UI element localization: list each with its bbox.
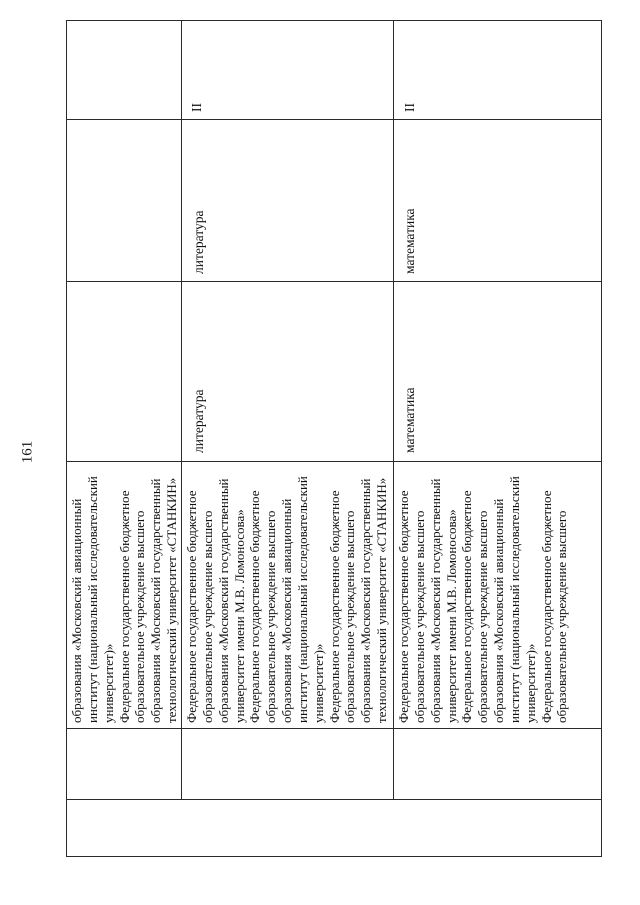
column-divider-2 bbox=[66, 728, 602, 729]
row-2-org-line: образования «Московский государственный bbox=[358, 478, 374, 723]
row-3-org-line: университет имени М.В. Ломоносова» bbox=[443, 509, 459, 723]
row-divider-1 bbox=[181, 20, 182, 800]
row-2-org-line: образовательное учреждение высшего bbox=[342, 510, 358, 723]
row-2-org-line: университет имени М.В. Ломоносова» bbox=[231, 509, 247, 723]
row-2-org-line: образования «Московский авиационный bbox=[279, 498, 295, 723]
row-2-org-line: Федеральное государственное бюджетное bbox=[326, 490, 342, 723]
page-number: 161 bbox=[19, 440, 36, 464]
row-3-org-line: образования «Московский авиационный bbox=[491, 498, 507, 723]
row-2-organizations bbox=[184, 476, 390, 723]
row-2-profile-subject: литература bbox=[191, 389, 206, 453]
row-3-org-line: университет)» bbox=[522, 643, 538, 723]
column-divider-4 bbox=[66, 281, 602, 282]
table-border-right bbox=[66, 20, 602, 21]
row-1-org-line: институт (национальный исследовательский bbox=[84, 476, 100, 723]
row-1-org-line: образовательное учреждение высшего bbox=[132, 510, 148, 723]
row-3-org-line: образовательное учреждение высшего bbox=[554, 510, 570, 723]
table-border-bottom bbox=[601, 20, 602, 857]
row-3-org-line: институт (национальный исследовательский bbox=[506, 476, 522, 723]
row-3-olympiad-subject: математика bbox=[402, 208, 417, 274]
column-divider-1 bbox=[66, 799, 602, 800]
document-table bbox=[66, 20, 602, 857]
row-3-org-line: образования «Московский государственный bbox=[427, 478, 443, 723]
row-2-org-line: Федеральное государственное бюджетное bbox=[247, 490, 263, 723]
row-2-org-line: университет)» bbox=[310, 643, 326, 723]
row-2-org-line: образовательное учреждение высшего bbox=[263, 510, 279, 723]
row-1-org-line: технологический университет «СТАНКИН» bbox=[164, 477, 180, 723]
column-divider-5 bbox=[66, 119, 602, 120]
row-1-org-line: образования «Московский государственный bbox=[148, 478, 164, 723]
row-2-org-line: образовательное учреждение высшего bbox=[199, 510, 215, 723]
row-2-olympiad-subject: литература bbox=[191, 210, 206, 274]
row-1-level: II bbox=[189, 103, 204, 112]
row-3-org-line: Федеральное государственное бюджетное bbox=[459, 490, 475, 723]
row-3-profile-subject: математика bbox=[402, 387, 417, 453]
row-2-org-line: Федеральное государственное бюджетное bbox=[184, 490, 199, 723]
row-1-organizations bbox=[69, 476, 180, 723]
document-table-viewport bbox=[66, 20, 602, 857]
table-border-left bbox=[66, 856, 602, 857]
table-border-top bbox=[66, 20, 67, 857]
column-divider-3 bbox=[66, 461, 602, 462]
row-3-org-line: Федеральное государственное бюджетное bbox=[538, 490, 554, 723]
row-3-level: II bbox=[402, 103, 417, 112]
row-2-org-line: институт (национальный исследовательский bbox=[294, 476, 310, 723]
row-3-org-line: образовательное учреждение высшего bbox=[475, 510, 491, 723]
row-1-org-line: образования «Московский авиационный bbox=[69, 498, 84, 723]
row-3-org-line: образовательное учреждение высшего bbox=[411, 510, 427, 723]
row-1-org-line: Федеральное государственное бюджетное bbox=[116, 490, 132, 723]
row-divider-2 bbox=[393, 20, 394, 800]
row-3-organizations bbox=[396, 476, 570, 723]
row-3-org-line: Федеральное государственное бюджетное bbox=[396, 490, 411, 723]
row-1-org-line: университет)» bbox=[100, 643, 116, 723]
row-2-org-line: технологический университет «СТАНКИН» bbox=[374, 477, 390, 723]
row-2-org-line: образования «Московский государственный bbox=[215, 478, 231, 723]
